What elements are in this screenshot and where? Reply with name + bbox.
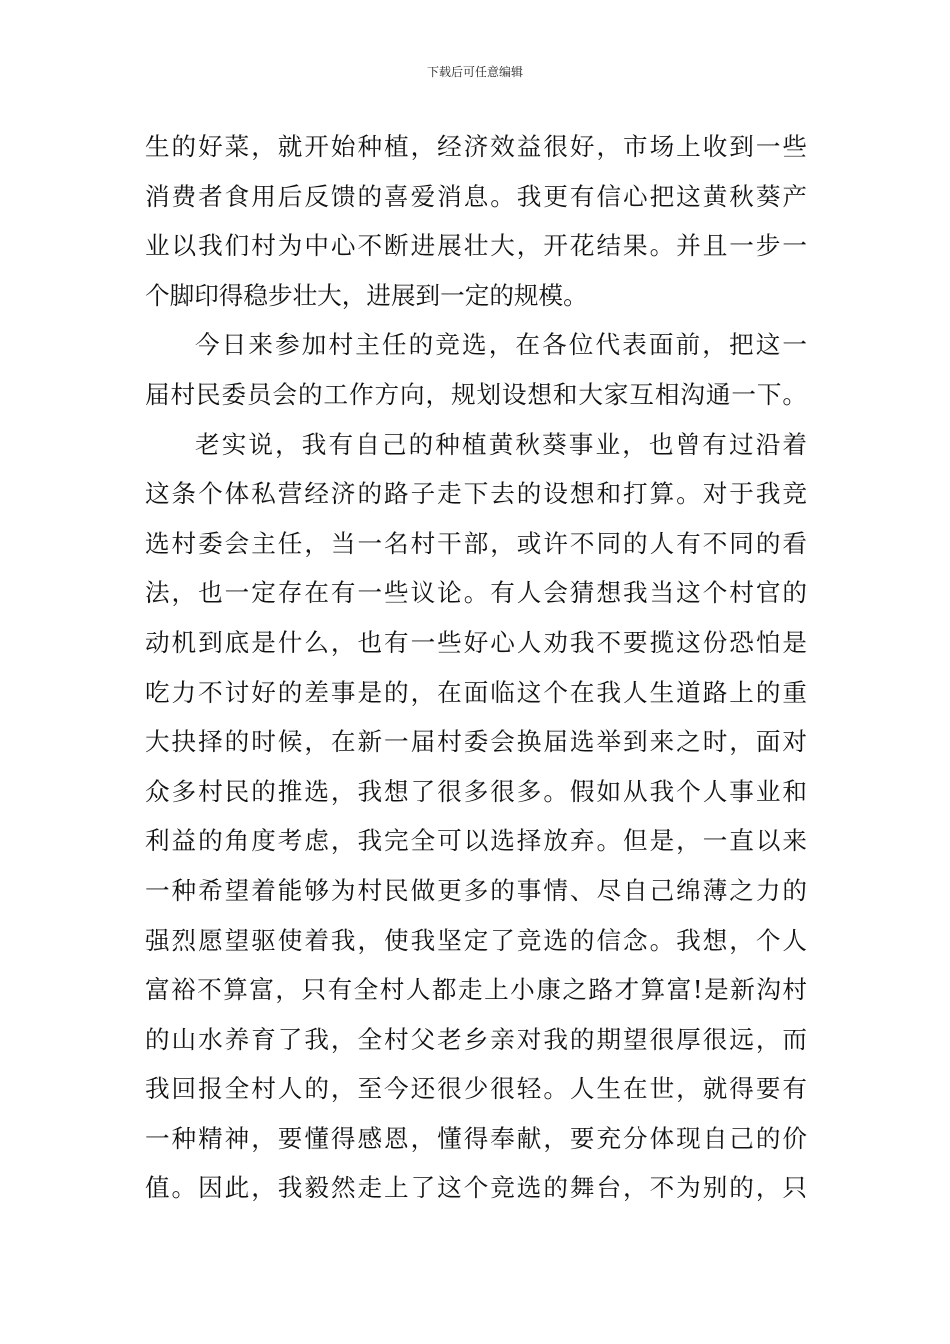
text-line: 动机到底是什么，也有一些好心人劝我不要揽这份恐怕是 <box>145 627 807 657</box>
text-line: 值。因此，我毅然走上了这个竞选的舞台，不为别的，只 <box>145 1173 807 1203</box>
text-line: 这条个体私营经济的路子走下去的设想和打算。对于我竞 <box>145 479 807 509</box>
text-line: 富裕不算富，只有全村人都走上小康之路才算富!是新沟村 <box>145 975 807 1005</box>
text-line: 大抉择的时候，在新一届村委会换届选举到来之时，面对 <box>145 727 807 757</box>
text-line: 一种精神，要懂得感恩，懂得奉献，要充分体现自己的价 <box>145 1123 807 1153</box>
document-body <box>145 122 807 1213</box>
text-line: 吃力不讨好的差事是的，在面临这个在我人生道路上的重 <box>145 677 807 707</box>
text-line: 生的好菜，就开始种植，经济效益很好，市场上收到一些 <box>145 132 807 161</box>
text-line: 众多村民的推选，我想了很多很多。假如从我个人事业和 <box>145 776 807 806</box>
text-line: 个脚印得稳步壮大，进展到一定的规模。 <box>145 280 588 310</box>
text-line: 业以我们村为中心不断进展壮大，开花结果。并且一步一 <box>145 231 807 261</box>
text-line: 选村委会主任，当一名村干部，或许不同的人有不同的看 <box>145 528 807 558</box>
text-line: 法，也一定存在有一些议论。有人会猜想我当这个村官的 <box>145 578 807 608</box>
page-header: 下载后可任意编辑 <box>426 65 523 79</box>
text-line: 的山水养育了我，全村父老乡亲对我的期望很厚很远，而 <box>145 1024 807 1054</box>
text-line: 利益的角度考虑，我完全可以选择放弃。但是，一直以来 <box>145 826 807 856</box>
text-line: 今日来参加村主任的竞选，在各位代表面前，把这一 <box>195 330 807 360</box>
text-line: 我回报全村人的，至今还很少很轻。人生在世，就得要有 <box>145 1074 807 1104</box>
text-line: 老实说，我有自己的种植黄秋葵事业，也曾有过沿着 <box>195 429 807 459</box>
text-line: 届村民委员会的工作方向，规划设想和大家互相沟通一下。 <box>145 379 807 409</box>
text-line: 一种希望着能够为村民做更多的事情、尽自己绵薄之力的 <box>145 875 807 905</box>
text-line: 强烈愿望驱使着我，使我坚定了竞选的信念。我想，个人 <box>145 925 807 955</box>
text-line: 消费者食用后反馈的喜爱消息。我更有信心把这黄秋葵产 <box>145 181 807 211</box>
